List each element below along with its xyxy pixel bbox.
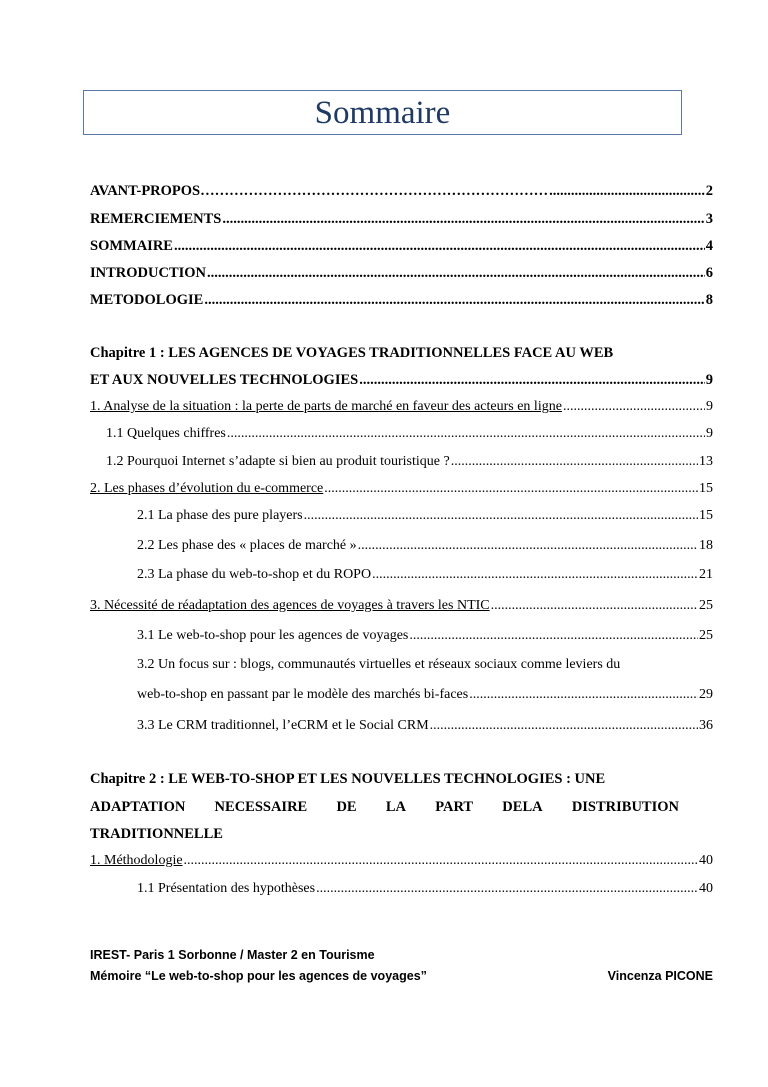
chapter2-word: PART xyxy=(435,799,474,815)
toc-page: 8 xyxy=(705,292,713,308)
toc-section-1[interactable] xyxy=(90,399,713,415)
toc-introduction[interactable] xyxy=(90,265,713,282)
toc-page: 3 xyxy=(705,211,713,227)
toc-page: 18 xyxy=(699,538,713,553)
toc-label: INTRODUCTION xyxy=(90,265,207,281)
toc-page: 9 xyxy=(706,426,713,441)
toc-label: 1.1 Quelques chiffres xyxy=(106,426,226,441)
toc-page: 21 xyxy=(699,567,713,582)
toc-page: 9 xyxy=(705,372,713,388)
toc-label: 3. Nécessité de réadaptation des agences de voyages à travers les NTIC xyxy=(90,598,490,613)
toc-leader xyxy=(174,238,705,255)
toc-leader xyxy=(207,265,705,282)
toc-label: web-to-shop en passant par le modèle des marchés bi-faces xyxy=(137,687,469,702)
toc-section-3[interactable] xyxy=(90,598,713,614)
chapter2-title-line3: TRADITIONNELLE xyxy=(90,826,223,842)
toc-label: 2.3 La phase du web-to-shop et du ROPO xyxy=(137,567,372,582)
toc-section-3-2-line1[interactable]: 3.2 Un focus sur : blogs, communautés virtuelles et réseaux sociaux comme leviers du xyxy=(137,657,621,672)
toc-section-1-2[interactable] xyxy=(106,454,713,470)
toc-page: 15 xyxy=(699,481,713,496)
chapter2-title: Chapitre 2 : LE WEB-TO-SHOP ET LES NOUVELLES TECHNOLOGIES : UNE xyxy=(90,771,606,787)
toc-leader xyxy=(184,853,698,869)
toc-section-3-1[interactable] xyxy=(137,628,713,644)
toc-leader xyxy=(227,426,705,442)
toc-page: 9 xyxy=(706,399,713,414)
toc-leader xyxy=(359,372,705,389)
toc-section-3-3[interactable] xyxy=(137,718,713,734)
toc-page: 4 xyxy=(705,238,713,254)
toc-leader xyxy=(304,508,698,524)
toc-section-3-2[interactable] xyxy=(137,687,713,703)
toc-ch2-section-1[interactable] xyxy=(90,853,713,869)
toc-section-2-2[interactable] xyxy=(137,538,713,554)
toc-page: 6 xyxy=(705,265,713,281)
toc-sommaire[interactable] xyxy=(90,238,713,255)
toc-page: 29 xyxy=(699,687,713,702)
chapter2-word: ADAPTATION xyxy=(90,799,186,815)
chapter2-word: LA xyxy=(385,799,406,815)
toc-label: 3.3 Le CRM traditionnel, l’eCRM et le Social CRM xyxy=(137,718,429,733)
toc-remerciements[interactable] xyxy=(90,211,713,228)
chapter2-word: DISTRIBUTION xyxy=(571,799,679,815)
toc-ch2-section-1-1[interactable] xyxy=(137,881,713,897)
page-title: Sommaire xyxy=(314,95,451,131)
footer-thesis-title: Mémoire “Le web-to-shop pour les agences de voyages” xyxy=(90,969,427,983)
toc-leader xyxy=(324,481,698,497)
toc-label: ET AUX NOUVELLES TECHNOLOGIES xyxy=(90,372,359,388)
toc-page: 13 xyxy=(699,454,713,469)
toc-leader xyxy=(316,881,698,897)
footer-author: Vincenza PICONE xyxy=(607,969,713,983)
toc-page: 40 xyxy=(699,853,713,868)
toc-label: 3.1 Le web-to-shop pour les agences de voyages xyxy=(137,628,409,643)
toc-label: 1.1 Présentation des hypothèses xyxy=(137,881,316,896)
toc-leader xyxy=(491,598,698,614)
toc-label: 1.2 Pourquoi Internet s’adapte si bien au produit touristique ? xyxy=(106,454,450,469)
chapter2-word: NECESSAIRE xyxy=(214,799,308,815)
toc-label: 1. Méthodologie xyxy=(90,853,183,868)
toc-label: SOMMAIRE xyxy=(90,238,173,254)
title-box xyxy=(83,90,682,135)
chapter2-word: DELA xyxy=(502,799,543,815)
toc-page: 25 xyxy=(699,628,713,643)
toc-leader xyxy=(204,292,704,309)
toc-label: 2.1 La phase des pure players xyxy=(137,508,303,523)
toc-leader xyxy=(430,718,698,734)
toc-label: 1. Analyse de la situation : la perte de parts de marché en faveur des acteurs en ligne xyxy=(90,399,562,414)
footer-institution: IREST- Paris 1 Sorbonne / Master 2 en Tourisme xyxy=(90,948,375,962)
toc-label: 2. Les phases d’évolution du e-commerce xyxy=(90,481,324,496)
toc-metodologie[interactable] xyxy=(90,292,713,309)
toc-page: 40 xyxy=(699,881,713,896)
toc-leader xyxy=(451,454,698,470)
toc-section-2[interactable] xyxy=(90,481,713,497)
toc-page: 15 xyxy=(699,508,713,523)
toc-leader xyxy=(549,183,705,200)
toc-leader xyxy=(358,538,698,554)
toc-leader xyxy=(409,628,698,644)
toc-section-2-3[interactable] xyxy=(137,567,713,583)
toc-section-2-1[interactable] xyxy=(137,508,713,524)
toc-label: 2.2 Les phase des « places de marché » xyxy=(137,538,357,553)
toc-label: AVANT-PROPOS……………………………………………………………… xyxy=(90,183,549,199)
toc-section-1-1[interactable] xyxy=(106,426,713,442)
toc-label: METODOLOGIE xyxy=(90,292,204,308)
chapter1-title: Chapitre 1 : LES AGENCES DE VOYAGES TRADITIONNELLES FACE AU WEB xyxy=(90,345,614,361)
toc-page: 25 xyxy=(699,598,713,613)
chapter2-title-line2 xyxy=(90,799,679,816)
toc-page: 2 xyxy=(705,183,713,199)
toc-leader xyxy=(469,687,698,703)
toc-leader xyxy=(563,399,705,415)
toc-label: REMERCIEMENTS xyxy=(90,211,222,227)
toc-chapter1[interactable] xyxy=(90,372,713,389)
toc-leader xyxy=(222,211,704,228)
toc-leader xyxy=(372,567,698,583)
chapter2-word: DE xyxy=(336,799,357,815)
toc-page: 36 xyxy=(699,718,713,733)
toc-avant-propos[interactable] xyxy=(90,183,713,200)
